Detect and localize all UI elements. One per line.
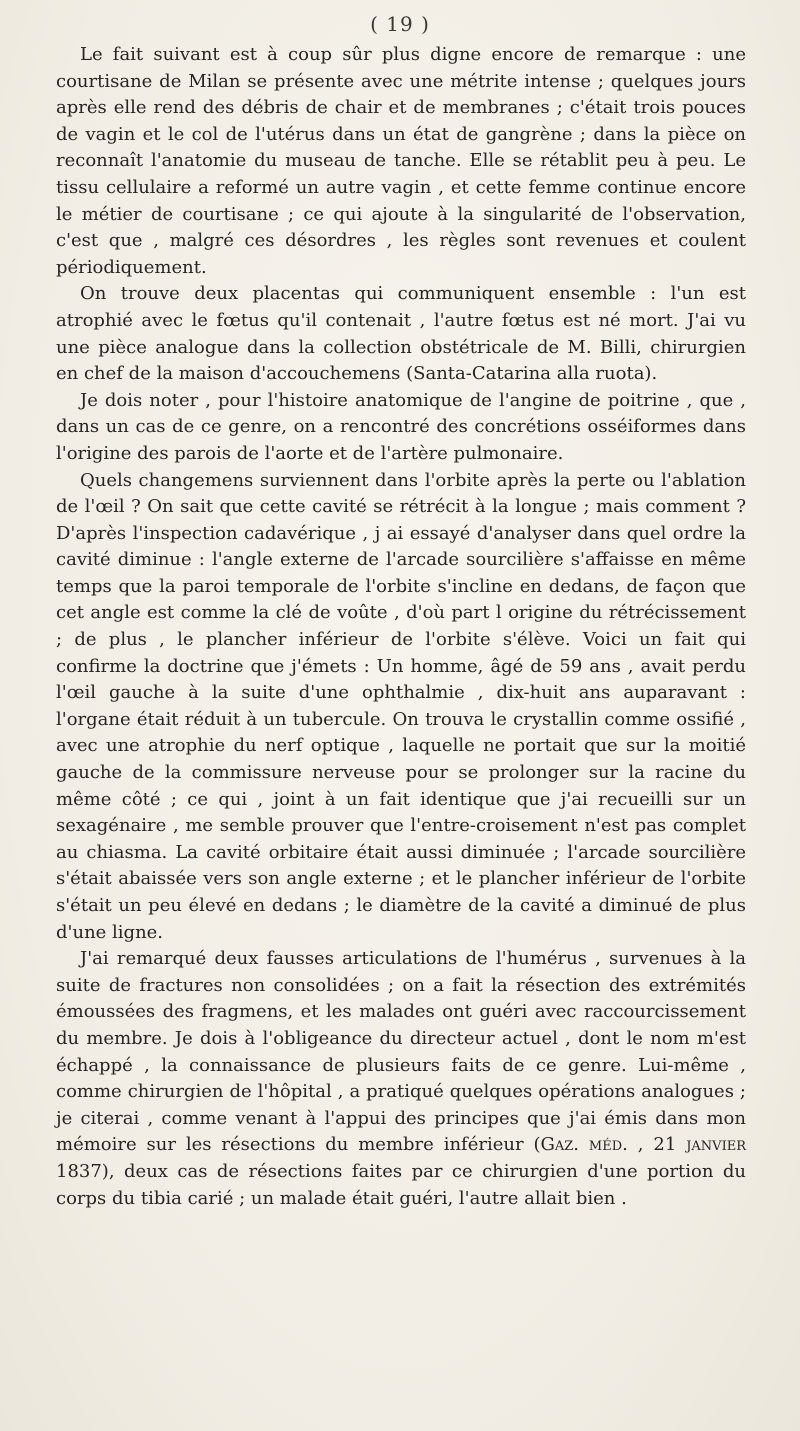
- body-text: [56, 42, 746, 1212]
- page-number: ( 19 ): [370, 12, 430, 36]
- citation: (Gaz. méd. , 21 janvier 1837): [56, 1134, 746, 1182]
- paragraph-placentas: On trouve deux placentas qui communiquent ensemble : l'un est atrophié avec le fœtus qu'il contenait , l'autre fœtus est né mort. J'ai vu une pièce analogue dans la collection obstétricale de M. Billi, chirurgien en chef de la maison d'accouchemens (Santa-Catarina alla ruota).: [56, 283, 746, 385]
- paragraph-humerus-text: J'ai remarqué deux fausses articulations de l'humérus , survenues à la suite de fractures non consolidées ; on a fait la résection des extrémités émoussées des fragmens, et les malades ont guéri avec raccourcissement du membre. Je dois à l'obligeance du directeur actuel , dont le nom m'est échappé , la connaissance de plusieurs faits de ce genre. Lui-même , comme chirurgien de l'hôpital , a pratiqué quelques opérations analogues ; je citerai , comme venant à l'appui des principes que j'ai émis dans mon mémoire sur les résections du membre inférieur: [56, 948, 746, 1156]
- paragraph-angine: Je dois noter , pour l'histoire anatomique de l'angine de poitrine , que , dans un cas de ce genre, on a rencontré des concrétions osséiformes dans l'origine des parois de l'aorte et de l'artère pulmonaire.: [56, 389, 746, 464]
- paragraph-humerus: [56, 946, 746, 1212]
- paragraph-humerus-end: , deux cas de résections faites par ce chirurgien d'une portion du corps du tibia carié ; un malade était guéri, l'autre allait bien .: [56, 1160, 746, 1209]
- paragraph-orbite: Quels changemens surviennent dans l'orbite après la perte ou l'ablation de l'œil ? On sait que cette cavité se rétrécit à la longue ; mais comment ? D'après l'inspection cadavérique , j ai essayé d'analyser dans quel ordre la cavité diminue : l'angle externe de l'arcade sourcilière s'affaisse en même temps que la paroi temporale de l'orbite s'incline en dedans, de façon que cet angle est comme la clé de voûte , d'où part l origine du rétrécissement ; de plus , le plancher inférieur de l'orbite s'élève. Voici un fait qui confirme la doctrine que j'émets : Un homme, âgé de 59 ans , avait perdu l'œil gauche à la suite d'une ophthalmie , dix-huit ans auparavant : l'organe était réduit à un tubercule. On trouva le crystallin comme ossifié , avec une atrophie du nerf optique , laquelle ne portait que sur la moitié gauche de la commissure nerveuse pour se prolonger sur la racine du même côté ; ce qui , joint à un fait identique que j'ai recueilli sur un sexagénaire , me semble prouver que l'entre-croisement n'est pas complet au chiasma. La cavité orbitaire était aussi diminuée ; l'arcade sourcilière s'était abaissée vers son angle externe ; et le plancher inférieur de l'orbite s'était un peu élevé en dedans ; le diamètre de la cavité a diminué de plus d'une ligne.: [56, 469, 746, 943]
- paragraph-courtisane: Le fait suivant est à coup sûr plus digne encore de remarque : une courtisane de Milan se présente avec une métrite intense ; quelques jours après elle rend des débris de chair et de membranes ; c'était trois pouces de vagin et le col de l'utérus dans un état de gangrène ; dans la pièce on reconnaît l'anatomie du museau de tanche. Elle se rétablit peu à peu. Le tissu cellulaire a reformé un autre vagin , et cette femme continue encore le métier de courtisane ; ce qui ajoute à la singularité de l'observation, c'est que , malgré ces désordres , les règles sont revenues et coulent périodiquement.: [56, 44, 746, 278]
